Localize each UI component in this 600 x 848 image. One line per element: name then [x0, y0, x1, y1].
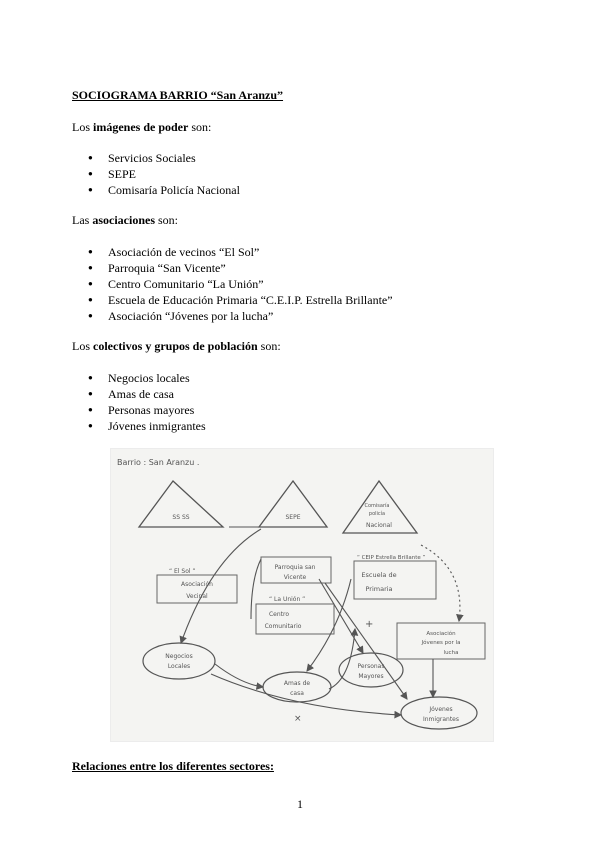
ceip-box-line-2: Primaria [365, 585, 393, 593]
triangle-ss-label: SS SS [172, 514, 190, 521]
union-box-line-1: Centro [268, 611, 290, 618]
section-intro-groups: Los colectivos y grupos de población son: [72, 339, 281, 353]
list-item: ● Comisaría Policía Nacional [72, 182, 240, 198]
comisaria-line-2: policía [368, 511, 386, 517]
jovenes-lucha-line-1: Asociación [426, 631, 456, 637]
relation-ceip-amas [307, 579, 351, 671]
list-item: ● Escuela de Educación Primaria “C.E.I.P. Estrella Brillante” [72, 292, 393, 308]
mayores-line-1: Personas [357, 663, 385, 670]
parroquia-line-1: Parroquia san [274, 564, 316, 571]
inmigrantes-line-2: Inmigrantes [422, 716, 460, 723]
elsol-box-line-1: Asociación [181, 581, 213, 588]
list-item: ● SEPE [72, 166, 240, 182]
inmigrantes-ellipse [401, 697, 477, 729]
jovenes-lucha-line-3: lucha [443, 650, 459, 656]
relation-comisaria-lucha [421, 545, 460, 621]
negocios-line-1: Negocios [165, 653, 193, 660]
conflict-mark: × [294, 714, 302, 724]
relations-heading: Relaciones entre los diferentes sectores: [72, 759, 274, 773]
mayores-line-2: Mayores [358, 673, 384, 680]
relation-negocios-amas [215, 664, 263, 687]
sketch-header: Barrio : San Aranzu . [117, 458, 200, 467]
groups-list [72, 370, 206, 434]
inmigrantes-line-1: Jóvenes [429, 706, 453, 713]
relation-amas-union [329, 629, 355, 689]
amas-line-2: casa [290, 690, 304, 697]
list-item: ● Parroquia “San Vicente” [72, 260, 393, 276]
power-list [72, 150, 240, 198]
plus-mark: + [365, 619, 374, 630]
ceip-box-line-1: Escuela de [361, 571, 397, 579]
page-number: 1 [297, 797, 303, 811]
union-name: “ La Unión ” [269, 596, 306, 603]
list-item: ● Personas mayores [72, 402, 206, 418]
ceip-box [354, 561, 436, 599]
relation-parroquia-inmigrantes [325, 583, 407, 699]
list-item: ● Jóvenes inmigrantes [72, 418, 206, 434]
negocios-ellipse [143, 643, 215, 679]
amas-line-1: Amas de [283, 680, 311, 687]
section-intro-associations: Las asociaciones son: [72, 213, 179, 227]
ceip-name: “ CEIP Estrella Brillante ” [357, 555, 426, 561]
list-item: ● Amas de casa [72, 386, 206, 402]
parroquia-line-2: Vicente [283, 574, 307, 581]
page-title: SOCIOGRAMA BARRIO “San Aranzu” [72, 88, 284, 102]
list-item: ● Asociación de vecinos “El Sol” [72, 244, 393, 260]
mayores-ellipse [339, 653, 403, 687]
union-box-line-2: Comunitario [264, 623, 302, 630]
elsol-name: “ El Sol ” [169, 568, 196, 575]
amas-ellipse [263, 672, 331, 702]
comisaria-line-3: Nacional [366, 522, 392, 529]
list-item: ● Negocios locales [72, 370, 206, 386]
sociogram-sketch [110, 448, 494, 742]
section-intro-power: Los imágenes de poder son: [72, 120, 212, 134]
comisaria-line-1: Comisaría [364, 503, 390, 509]
list-item: ● Centro Comunitario “La Unión” [72, 276, 393, 292]
list-item: ● Asociación “Jóvenes por la lucha” [72, 308, 393, 324]
list-item: ● Servicios Sociales [72, 150, 240, 166]
jovenes-lucha-line-2: Jóvenes por la [421, 640, 461, 646]
sociogram-drawing [111, 449, 493, 741]
associations-list [72, 244, 393, 324]
elsol-box-line-2: Vecinal [186, 593, 208, 600]
triangle-sepe-label: SEPE [285, 514, 301, 521]
negocios-line-2: Locales [167, 663, 191, 670]
